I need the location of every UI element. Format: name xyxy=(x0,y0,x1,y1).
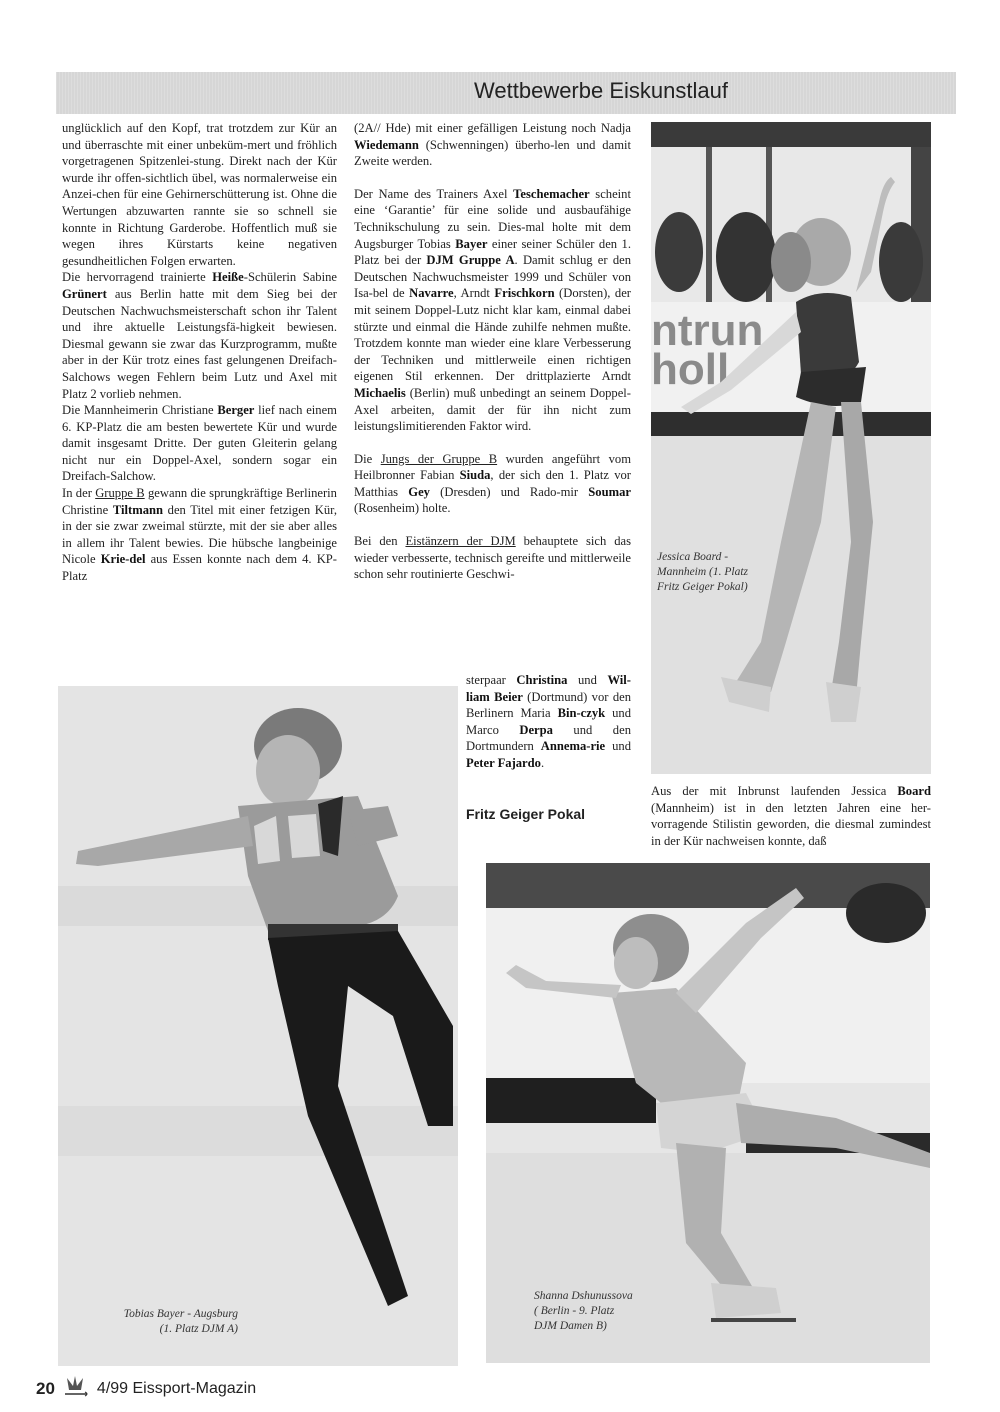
paragraph: sterpaar Christina und Wil-liam Beier (Dortmund) vor den Berlinern Maria Bin-czyk und Marco Derpa und den Dortmundern Annema-rie und Peter Fajardo. xyxy=(466,673,631,770)
article-column-2 xyxy=(354,120,631,583)
paragraph: Aus der mit Inbrunst laufenden Jessica Board (Mannheim) ist in den letzten Jahren eine her-vorragende Stilistin geworden, die diesmal zumindest in der Kür nachweisen konnte, daß xyxy=(651,784,931,848)
article-column-2-continued xyxy=(466,672,631,772)
subheading: Fritz Geiger Pokal xyxy=(466,806,586,822)
page-footer xyxy=(36,1374,256,1403)
photo-tobias-bayer xyxy=(58,686,458,1366)
paragraph: (2A// Hde) mit einer gefälligen Leistung noch Nadja Wiedemann (Schwenningen) überho-len und damit Zweite werden. xyxy=(354,121,631,169)
svg-text:ntrun: ntrun xyxy=(651,306,764,355)
article-column-1 xyxy=(62,120,337,585)
photo-caption-shanna: Shanna Dshunussova ( Berlin - 9. Platz DJM Damen B) xyxy=(534,1290,633,1332)
section-header-bar xyxy=(56,72,956,114)
paragraph: Die Jungs der Gruppe B wurden angeführt vom Heilbronner Fabian Siuda, der sich den 1. Platz vor Matthias Gey (Dresden) und Rado-mir Soumar (Rosenheim) holte. xyxy=(354,451,631,516)
paragraph: Die hervorragend trainierte Heiße-Schülerin Sabine Grünert aus Berlin hatte mit dem Sieg bei der Deutschen Nachwuchsmeisterschaft schon ihr Talent und ihre aktuelle Leistungsfä-higkeit bewiesen. Diesmal gewann sie zwar das Kurzprogramm, mußte aber in der Kür trotz eines fast gelungenen Dreifach-Salchows wegen Fehlern beim Lutz und Axel mit Platz 2 vorlieb nehmen. xyxy=(62,270,337,401)
paragraph: unglücklich auf den Kopf, trat trotzdem zur Kür an und überraschte mit einer unbeküm-mert und fröhlich vorgetragenen Spitzenlei-stung. Direkt nach der Kür wurde ihr offen-sichtlich übel, was normalerweise ein Anzei-chen für eine Gehirnerschütterung ist. Ohne die Wertungen abzuwarten rannte sie so schnell sie konnte in Richtung Garderobe. Hoffentlich muß sie wegen ihres Kürstarts keine negativen gesundheitlichen Folgen erwarten. xyxy=(62,121,337,268)
paragraph: Der Name des Trainers Axel Teschemacher scheint eine ‘Garantie’ für eine solide und ausbaufähige Technikschulung zu sein. Dies-mal holte mit dem Augsburger Tobias Bayer einer seiner Schüler den 1. Platz bei der DJM Gruppe A. Damit schlug er den Deutschen Nachwuchsmeister 1999 und Schüler von Isa-bel de Navarre, Arndt Frischkorn (Dorsten), der mit seinem Doppel-Lutz nicht klar kam, einmal dabei stürzte und einmal die Hände zuhilfe nehmen mußte. Trotzdem konnte man wieder eine klare Verbesserung der Techniken und mittlerweile einen richtigen eigenen Stil erkennen. Der drittplazierte Arndt Michaelis (Berlin) muß unbedingt an seinem Doppel-Axel arbeiten, damit der für ihn nicht zum leistungslimitierenden Faktor wird. xyxy=(354,186,631,434)
photo-jessica-board xyxy=(651,122,931,774)
photo-caption-jessica: Jessica Board - Mannheim (1. Platz Fritz Geiger Pokal) xyxy=(657,551,749,593)
skater-logo-icon xyxy=(63,1374,89,1403)
issue-label: 4/99 Eissport-Magazin xyxy=(96,1379,257,1397)
paragraph: Bei den Eistänzern der DJM behauptete sich das wieder verbesserte, technisch gereifte und mittlerweile schon sehr routinierte Geschwi- xyxy=(354,534,631,582)
paragraph: Die Mannheimerin Christiane Berger lief nach einem 6. KP-Platz die am besten bewertete Kür und wurde damit insgesamt Dritte. Der guten Gleiterin gelang nicht nur ein Doppel-Axel, sondern sogar ein Dreifach-Salchow. xyxy=(62,403,337,484)
photo-shanna-dshunussova xyxy=(486,863,930,1363)
svg-text:holl: holl xyxy=(651,345,730,394)
page-number: 20 xyxy=(36,1378,55,1398)
photo-caption-tobias: Tobias Bayer - Augsburg (1. Platz DJM A) xyxy=(123,1308,238,1335)
paragraph: In der Gruppe B gewann die sprungkräftige Berlinerin Christine Tiltmann den Titel mit einer fetzigen Kür, in der sie zwar zweimal stürzte, mit der sie aber alles in allem ihr Talent bewies. Die hübsche langbeinige Nicole Krie-del aus Essen konnte nach dem 4. KP-Platz xyxy=(62,486,337,584)
article-column-3 xyxy=(651,783,931,849)
section-title: Wettbewerbe Eiskunstlauf xyxy=(474,78,728,103)
